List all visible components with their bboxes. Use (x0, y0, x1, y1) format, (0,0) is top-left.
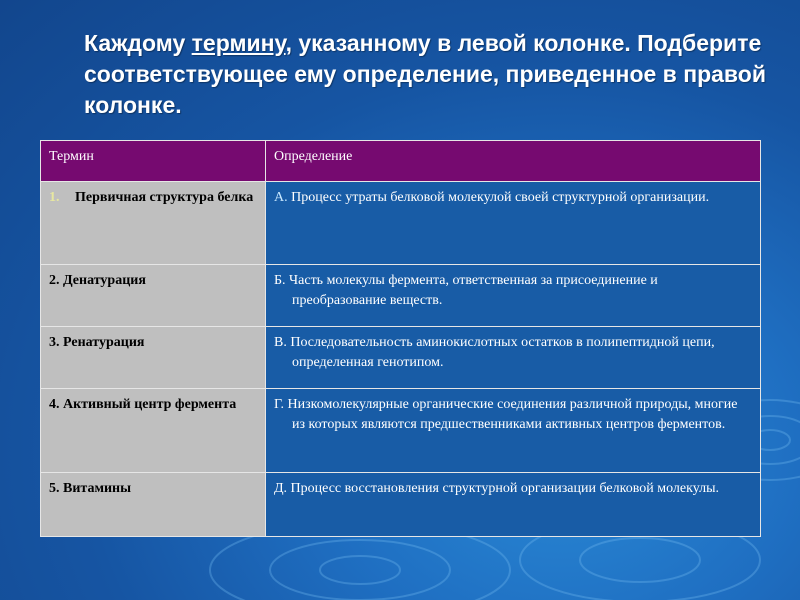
term-cell: 3. Ренатурация (41, 327, 266, 389)
term-text: 4. Активный центр фермента (49, 397, 237, 412)
table-row (41, 265, 761, 327)
title-part-1: Каждому (84, 30, 192, 56)
definition-text: Г. Низкомолекулярные органические соединения различной природы, многие из которых являются предшественниками активных центров ферментов. (274, 397, 738, 432)
definition-cell (266, 265, 761, 327)
table-row (41, 389, 761, 473)
definition-cell (266, 182, 761, 265)
table-row (41, 327, 761, 389)
header-definition: Определение (266, 141, 761, 182)
table-row (41, 473, 761, 537)
definition-text: Б. Часть молекулы фермента, ответственная за присоединение и преобразование веществ. (274, 273, 658, 308)
matching-table (40, 140, 761, 537)
slide-title (84, 28, 774, 121)
table-row (41, 182, 761, 265)
term-number: 1. (49, 190, 60, 205)
definition-letter: А. (274, 190, 288, 205)
definition-text: Процесс утраты белковой молекулой своей структурной организации. (291, 190, 710, 205)
term-cell (41, 182, 266, 265)
term-text: Первичная структура белка (75, 190, 254, 205)
title-part-2: , указанному в левой колонке. Подберите соответствующее ему определение, приведенное в правой колонке. (84, 30, 766, 118)
definition-cell (266, 389, 761, 473)
header-term: Термин (41, 141, 266, 182)
term-cell (41, 389, 266, 473)
title-underlined-word: термину (191, 30, 286, 56)
definition-cell (266, 473, 761, 537)
definition-text: Д. Процесс восстановления структурной организации белковой молекулы. (274, 481, 719, 496)
table-header-row (41, 141, 761, 182)
term-cell: 5. Витамины (41, 473, 266, 537)
definition-text: В. Последовательность аминокислотных остатков в полипептидной цепи, определенная генотипом. (274, 335, 715, 370)
definition-cell (266, 327, 761, 389)
term-cell: 2. Денатурация (41, 265, 266, 327)
